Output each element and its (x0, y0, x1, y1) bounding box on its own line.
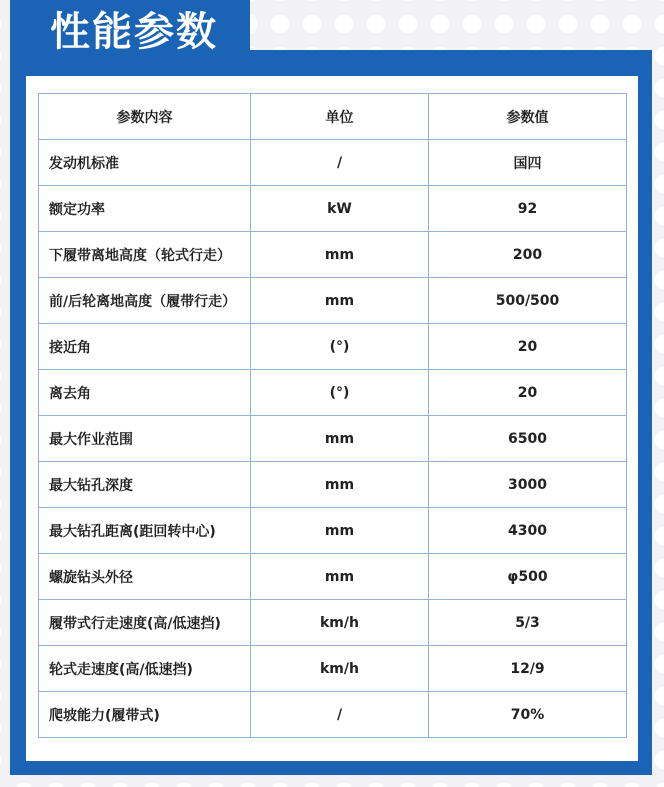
table-row (39, 186, 627, 232)
param-unit: (°) (251, 324, 429, 370)
param-unit: kW (251, 186, 429, 232)
table-row (39, 324, 627, 370)
param-value: 20 (429, 324, 627, 370)
param-unit: mm (251, 554, 429, 600)
param-value: 500/500 (429, 278, 627, 324)
table-row (39, 140, 627, 186)
param-unit: (°) (251, 370, 429, 416)
param-name: 发动机标准 (39, 140, 251, 186)
param-unit: / (251, 692, 429, 738)
param-value: 20 (429, 370, 627, 416)
param-unit: km/h (251, 646, 429, 692)
param-name: 最大作业范围 (39, 416, 251, 462)
param-value: φ500 (429, 554, 627, 600)
table-row (39, 232, 627, 278)
param-value: 200 (429, 232, 627, 278)
header-value: 参数值 (429, 94, 627, 140)
param-name: 履带式行走速度(高/低速挡) (39, 600, 251, 646)
param-name: 最大钻孔深度 (39, 462, 251, 508)
title-tab (10, 0, 250, 62)
param-value: 6500 (429, 416, 627, 462)
param-name: 最大钻孔距离(距回转中心) (39, 508, 251, 554)
table-row (39, 278, 627, 324)
table-row (39, 416, 627, 462)
param-name: 螺旋钻头外径 (39, 554, 251, 600)
param-unit: mm (251, 416, 429, 462)
table-row (39, 646, 627, 692)
header-unit: 单位 (251, 94, 429, 140)
table-row (39, 600, 627, 646)
param-unit: mm (251, 232, 429, 278)
table-row (39, 508, 627, 554)
page-title: 性能参数 (50, 9, 218, 55)
param-name: 下履带离地高度（轮式行走） (39, 232, 251, 278)
param-value: 5/3 (429, 600, 627, 646)
param-name: 轮式走速度(高/低速挡) (39, 646, 251, 692)
param-name: 接近角 (39, 324, 251, 370)
spec-table (38, 93, 627, 738)
param-value: 92 (429, 186, 627, 232)
param-unit: mm (251, 508, 429, 554)
table-row (39, 462, 627, 508)
param-value: 3000 (429, 462, 627, 508)
table-header-row (39, 94, 627, 140)
param-value: 4300 (429, 508, 627, 554)
param-unit: mm (251, 278, 429, 324)
param-value: 70% (429, 692, 627, 738)
param-unit: km/h (251, 600, 429, 646)
header-param: 参数内容 (39, 94, 251, 140)
param-name: 前/后轮离地高度（履带行走） (39, 278, 251, 324)
param-name: 爬坡能力(履带式) (39, 692, 251, 738)
table-row (39, 554, 627, 600)
param-value: 12/9 (429, 646, 627, 692)
table-row (39, 370, 627, 416)
param-name: 额定功率 (39, 186, 251, 232)
param-value: 国四 (429, 140, 627, 186)
table-row (39, 692, 627, 738)
param-name: 离去角 (39, 370, 251, 416)
param-unit: mm (251, 462, 429, 508)
param-unit: / (251, 140, 429, 186)
